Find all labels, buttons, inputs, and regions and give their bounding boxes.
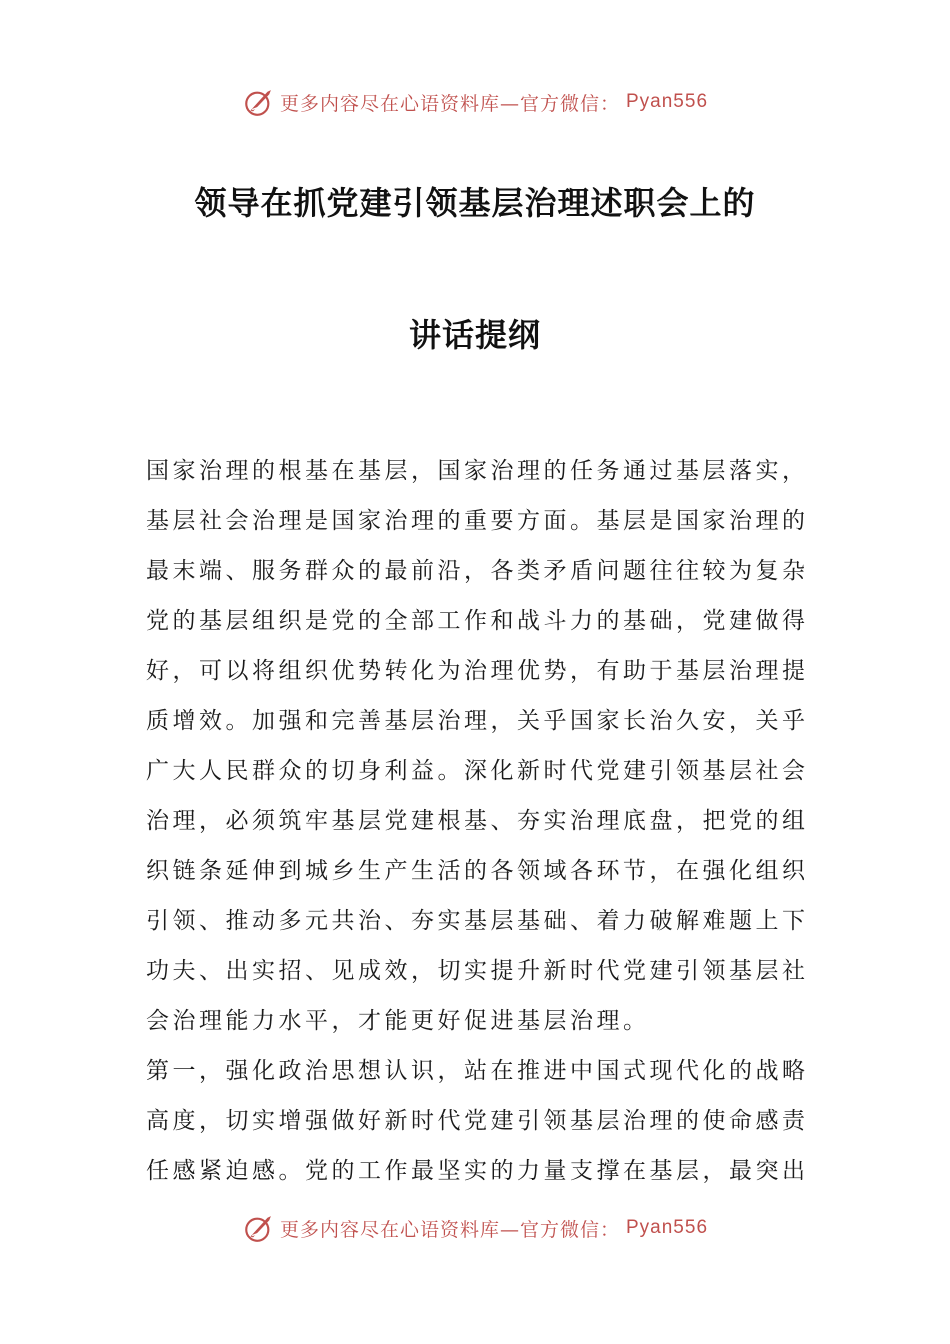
footer-watermark-banner (0, 1208, 950, 1248)
footer-banner-text: 更多内容尽在心语资料库—官方微信： (279, 1218, 620, 1241)
body-text-line: 质增效。加强和完善基层治理，关乎国家长治久安，关乎 (146, 708, 809, 734)
body-text-line: 功夫、出实招、见成效，切实提升新时代党建引领基层社 (146, 958, 809, 984)
document-title-line-1: 领导在抓党建引领基层治理述职会上的 (194, 184, 756, 222)
footer-wechat-id: Pyan556 (626, 1217, 709, 1238)
body-text-line: 织链条延伸到城乡生产生活的各领域各环节，在强化组织 (146, 858, 809, 884)
body-text-line: 第一，强化政治思想认识，站在推进中国式现代化的战略 (146, 1058, 809, 1084)
body-text-line: 国家治理的根基在基层，国家治理的任务通过基层落实， (146, 458, 809, 484)
body-paragraphs (146, 446, 816, 1196)
document-title-line-2: 讲话提纲 (408, 316, 541, 354)
body-text-line: 高度，切实增强做好新时代党建引领基层治理的使命感责 (146, 1108, 809, 1134)
quill-pen-logo-icon (242, 85, 276, 119)
header-banner-text: 更多内容尽在心语资料库—官方微信： (279, 92, 620, 115)
body-text-line: 广大人民群众的切身利益。深化新时代党建引领基层社会 (146, 758, 809, 784)
header-wechat-id: Pyan556 (626, 91, 709, 112)
header-watermark-banner (0, 82, 950, 122)
body-text-line: 基层社会治理是国家治理的重要方面。基层是国家治理的 (146, 508, 809, 534)
body-text-line: 会治理能力水平，才能更好促进基层治理。 (146, 1008, 650, 1034)
body-text-line: 党的基层组织是党的全部工作和战斗力的基础，党建做得 (146, 608, 809, 634)
body-text-line: 治理，必须筑牢基层党建根基、夯实治理底盘，把党的组 (146, 808, 809, 834)
body-text-line: 好，可以将组织优势转化为治理优势，有助于基层治理提 (146, 658, 809, 684)
quill-pen-logo-icon (242, 1211, 276, 1245)
body-text-line: 任感紧迫感。党的工作最坚实的力量支撑在基层，最突出 (146, 1158, 809, 1184)
body-text-line: 引领、推动多元共治、夯实基层基础、着力破解难题上下 (146, 908, 809, 934)
body-text-line: 最末端、服务群众的最前沿，各类矛盾问题往往较为复杂 (146, 558, 809, 584)
